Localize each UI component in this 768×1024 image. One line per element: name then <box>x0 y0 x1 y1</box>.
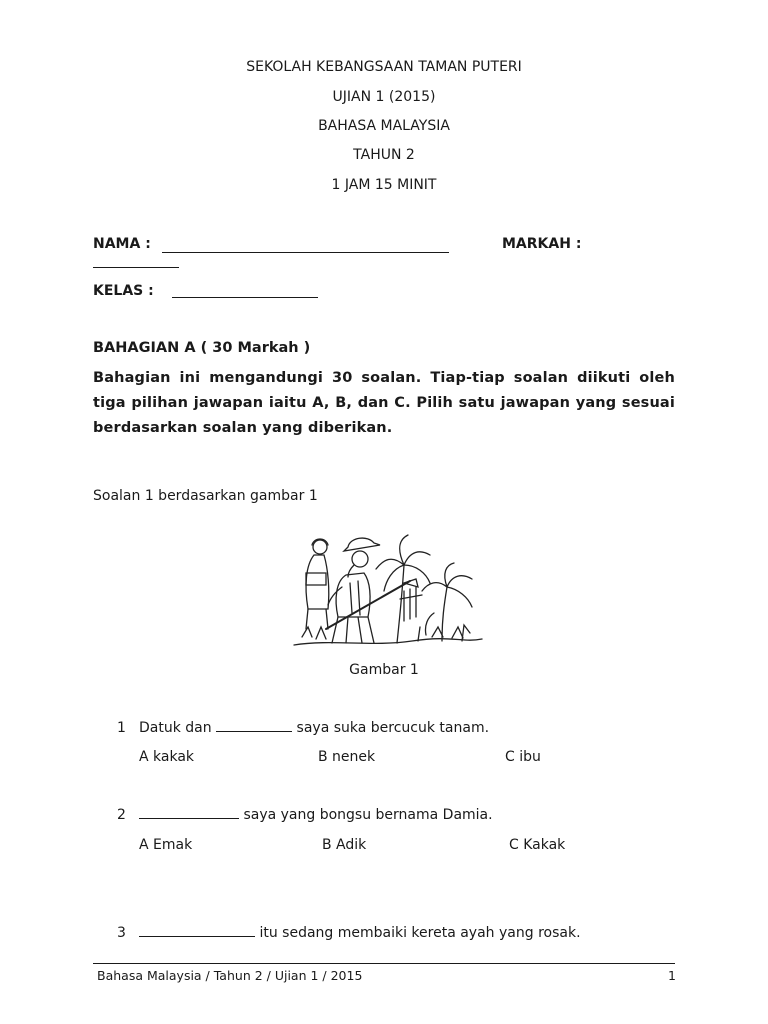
question-text-before: Datuk dan <box>139 720 212 736</box>
class-label: KELAS : <box>93 283 154 299</box>
question-number: 1 <box>117 720 126 736</box>
question-stem <box>139 720 489 736</box>
question-text-after: saya yang bongsu bernama Damia. <box>243 807 493 823</box>
option-b[interactable]: B nenek <box>318 749 376 765</box>
section-instructions: Bahagian ini mengandungi 30 soalan. Tiap-tiap soalan diikuti oleh tiga pilihan jawapan iaitu A, B, dan C. Pilih satu jawapan yang sesuai berdasarkan soalan yang diberikan. <box>93 370 675 436</box>
exam-title: UJIAN 1 (2015) <box>332 89 436 105</box>
school-name: SEKOLAH KEBANGSAAN TAMAN PUTERI <box>246 59 522 75</box>
subject-title: BAHASA MALAYSIA <box>318 118 450 134</box>
duration: 1 JAM 15 MINIT <box>331 177 437 193</box>
figure-intro: Soalan 1 berdasarkan gambar 1 <box>93 488 318 504</box>
name-label: NAMA : <box>93 236 151 252</box>
question-text-after: itu sedang membaiki kereta ayah yang rosak. <box>259 925 581 941</box>
figure-caption: Gambar 1 <box>349 662 419 678</box>
question-stem <box>139 807 493 823</box>
option-a[interactable]: A kakak <box>139 749 195 765</box>
option-a[interactable]: A Emak <box>139 837 193 853</box>
footer-rule <box>93 963 675 964</box>
marks-label: MARKAH : <box>502 236 582 252</box>
class-blank[interactable] <box>172 297 318 298</box>
marks-blank[interactable] <box>93 267 179 268</box>
name-blank[interactable] <box>162 252 449 253</box>
footer-text: Bahasa Malaysia / Tahun 2 / Ujian 1 / 2015 <box>97 968 363 983</box>
option-c[interactable]: C Kakak <box>509 837 566 853</box>
answer-blank[interactable] <box>139 817 239 819</box>
answer-blank[interactable] <box>139 935 255 937</box>
section-title: BAHAGIAN A ( 30 Markah ) <box>93 340 311 356</box>
option-b[interactable]: B Adik <box>322 837 367 853</box>
question-stem <box>139 925 581 941</box>
farmer-illustration <box>292 525 483 649</box>
question-number: 2 <box>117 807 126 823</box>
question-text-after: saya suka bercucuk tanam. <box>296 720 490 736</box>
answer-blank[interactable] <box>216 730 292 732</box>
year-title: TAHUN 2 <box>353 147 415 163</box>
option-c[interactable]: C ibu <box>505 749 541 765</box>
page-number: 1 <box>668 968 676 983</box>
question-number: 3 <box>117 925 126 941</box>
